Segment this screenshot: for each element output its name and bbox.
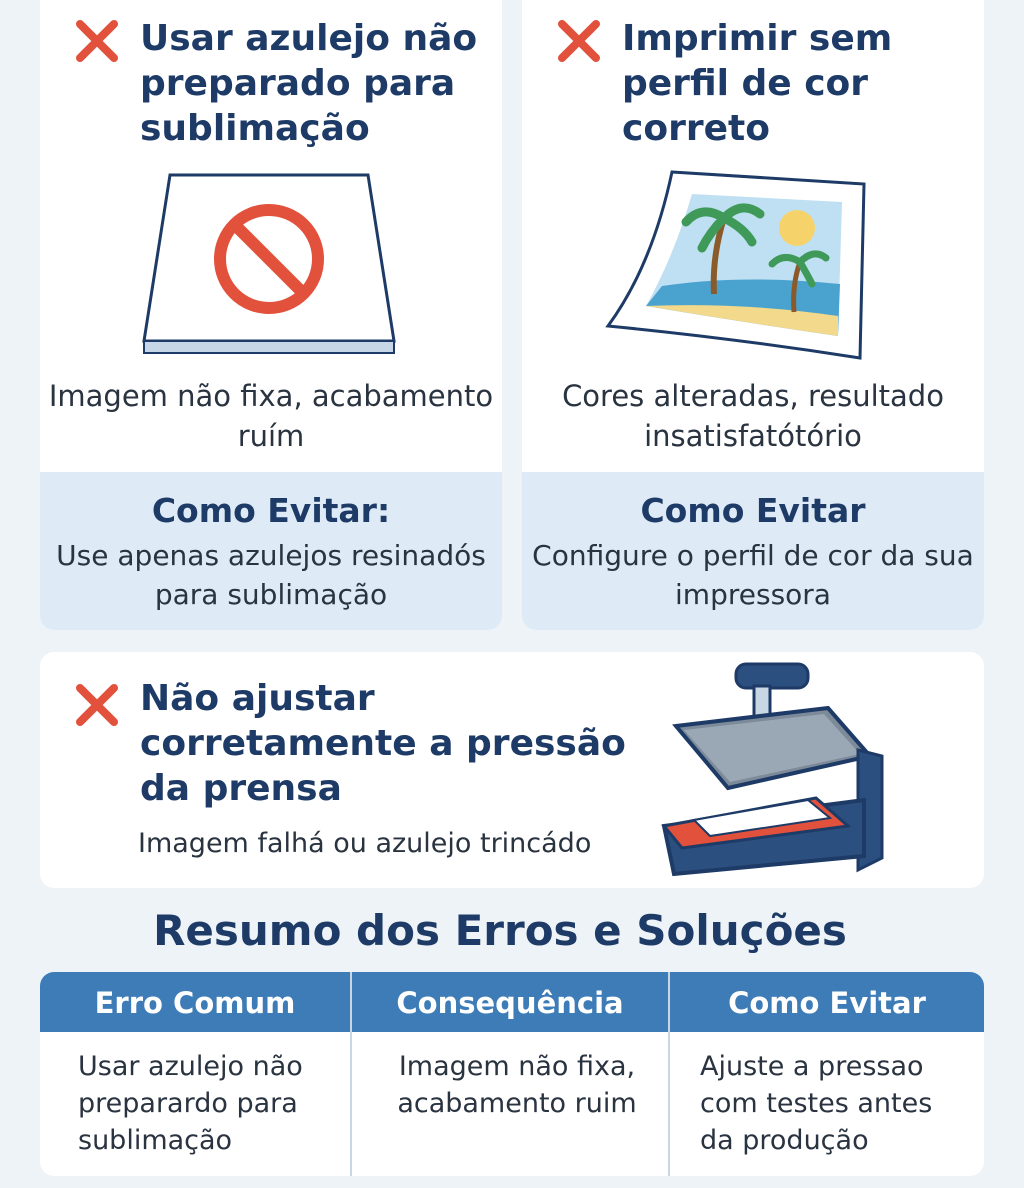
column-divider bbox=[668, 972, 670, 1176]
error-x-icon bbox=[556, 18, 602, 64]
consequence-text: Imagem falhá ou azulejo trincádo bbox=[138, 828, 592, 859]
avoid-text: Configure o perfil de cor da sua impressora bbox=[532, 539, 974, 611]
table-cell-consequence: Imagem não fixa, acabamento ruim bbox=[397, 1051, 637, 1119]
avoid-box bbox=[522, 472, 984, 630]
beach-print-icon bbox=[602, 166, 892, 366]
summary-table bbox=[40, 972, 984, 1176]
error-title: Não ajustar corretamente a pressão da prensa bbox=[140, 678, 626, 809]
error-title: Usar azulejo não preparado para sublimação bbox=[140, 18, 478, 149]
avoid-title: Como Evitar bbox=[640, 491, 866, 530]
error-x-icon bbox=[74, 18, 120, 64]
error-title: Imprimir sem perfil de cor correto bbox=[622, 18, 893, 149]
error-card-color-profile bbox=[522, 0, 984, 630]
consequence-text: Imagem não fixa, acabamento ruím bbox=[48, 379, 494, 453]
header-erro-comum: Erro Comum bbox=[94, 986, 296, 1020]
consequence-text: Cores alteradas, resultado insatisfatótório bbox=[562, 379, 944, 453]
avoid-title: Como Evitar: bbox=[151, 491, 391, 530]
avoid-box bbox=[40, 472, 502, 630]
table-cell-avoid: Ajuste a pressao com testes antes da produção bbox=[700, 1051, 933, 1156]
error-card-press-pressure bbox=[40, 652, 984, 888]
prohibited-tile-icon bbox=[140, 171, 400, 356]
avoid-text: Use apenas azulejos resinadós para sublimação bbox=[56, 539, 486, 611]
heat-press-icon bbox=[658, 660, 918, 882]
column-divider bbox=[350, 972, 352, 1176]
table-cell-error: Usar azulejo não preparardo para sublimação bbox=[78, 1051, 303, 1156]
table-header bbox=[40, 972, 984, 1032]
header-como-evitar: Como Evitar bbox=[728, 986, 926, 1020]
summary-title: Resumo dos Erros e Soluções bbox=[153, 906, 847, 955]
error-x-icon bbox=[74, 682, 120, 728]
error-card-tile bbox=[40, 0, 502, 630]
header-consequencia: Consequência bbox=[396, 986, 624, 1020]
